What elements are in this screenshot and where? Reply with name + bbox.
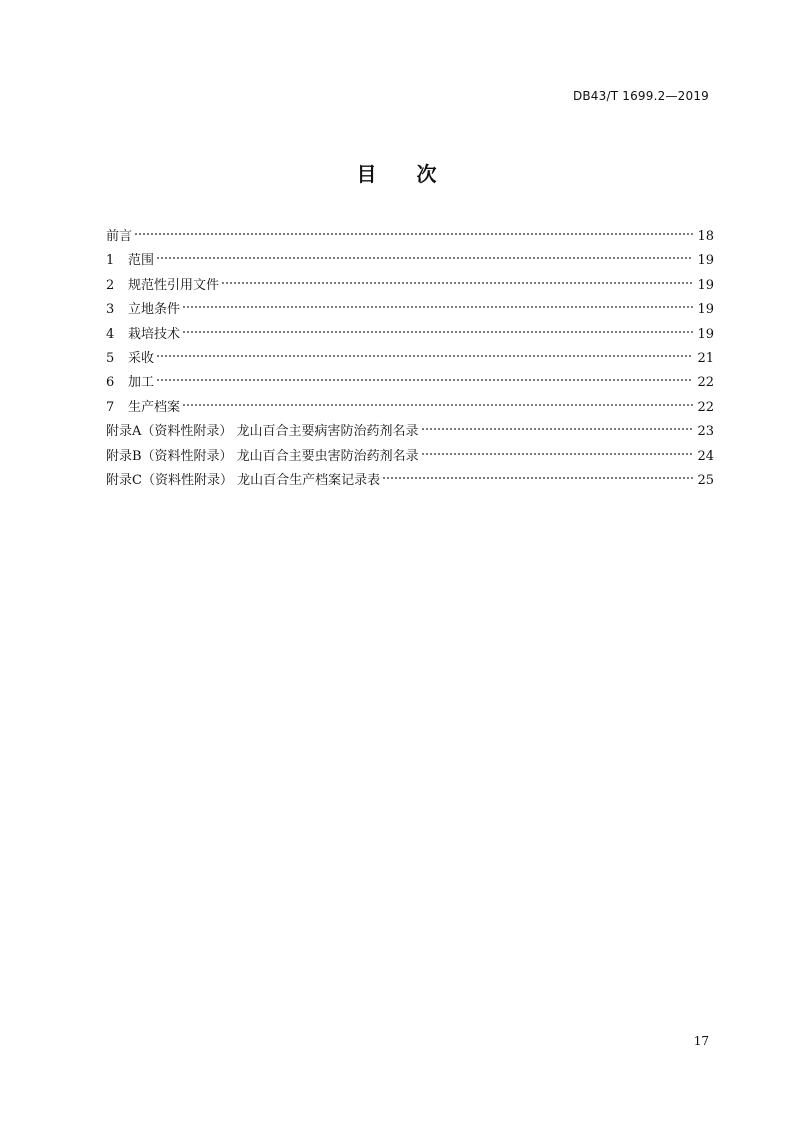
toc-entry-page: 21 [697, 350, 714, 366]
toc-entry-page: 23 [697, 424, 714, 440]
toc-entry-page: 19 [697, 253, 714, 269]
toc-leader-dots [421, 426, 693, 432]
toc-entry-label: 范围 [128, 253, 155, 269]
toc-leader-dots [421, 451, 693, 457]
toc-entry-number: 1 [106, 253, 115, 269]
toc-leader-dots [182, 329, 693, 335]
toc-leader-dots [156, 255, 693, 261]
toc-leader-dots [382, 475, 693, 481]
toc-entry-harvest[interactable] [106, 349, 714, 373]
toc-entry-number: 7 [106, 399, 115, 415]
toc-entry-label: 采收 [128, 350, 155, 366]
toc-entry-number: 5 [106, 350, 115, 366]
toc-entry-label: 栽培技术 [128, 326, 181, 342]
toc-entry-page: 22 [697, 399, 714, 415]
toc-entry-processing[interactable] [106, 373, 714, 397]
page-number: 17 [693, 1034, 709, 1048]
toc-entry-normative-references[interactable] [106, 276, 714, 300]
toc-entry-preface[interactable] [106, 227, 714, 251]
page-title: 目次 [356, 162, 477, 186]
toc-leader-dots [156, 353, 693, 359]
table-of-contents [106, 227, 714, 495]
toc-entry-site-conditions[interactable] [106, 300, 714, 324]
toc-leader-dots [221, 280, 693, 286]
toc-entry-label: 附录B（资料性附录） 龙山百合主要虫害防治药剂名录 [106, 448, 419, 464]
toc-entry-number: 6 [106, 375, 115, 391]
toc-entry-page: 18 [697, 229, 714, 244]
toc-entry-number: 4 [106, 326, 115, 342]
toc-entry-page: 22 [697, 375, 714, 391]
toc-entry-label: 生产档案 [128, 399, 181, 415]
toc-entry-appendix-a[interactable] [106, 422, 714, 446]
toc-entry-page: 25 [697, 472, 714, 488]
toc-entry-label: 附录A（资料性附录） 龙山百合主要病害防治药剂名录 [106, 424, 419, 440]
toc-entry-number: 3 [106, 302, 115, 318]
toc-entry-scope[interactable] [106, 251, 714, 275]
toc-entry-page: 24 [697, 448, 714, 464]
toc-entry-label: 附录C（资料性附录） 龙山百合生产档案记录表 [106, 472, 381, 488]
toc-entry-appendix-c[interactable] [106, 471, 714, 495]
toc-leader-dots [182, 402, 693, 408]
toc-entry-page: 19 [697, 277, 714, 293]
toc-entry-page: 19 [697, 302, 714, 318]
toc-entry-cultivation[interactable] [106, 325, 714, 349]
standard-code: DB43/T 1699.2—2019 [572, 89, 709, 103]
toc-leader-dots [134, 231, 693, 237]
toc-entry-page: 19 [697, 326, 714, 342]
toc-entry-label: 规范性引用文件 [128, 277, 220, 293]
toc-entry-label: 加工 [128, 375, 155, 391]
toc-entry-label: 立地条件 [128, 302, 181, 318]
toc-leader-dots [156, 377, 693, 383]
toc-entry-production-records[interactable] [106, 398, 714, 422]
toc-entry-label: 前言 [106, 229, 133, 244]
toc-entry-appendix-b[interactable] [106, 447, 714, 471]
toc-entry-number: 2 [106, 277, 115, 293]
toc-leader-dots [182, 304, 693, 310]
